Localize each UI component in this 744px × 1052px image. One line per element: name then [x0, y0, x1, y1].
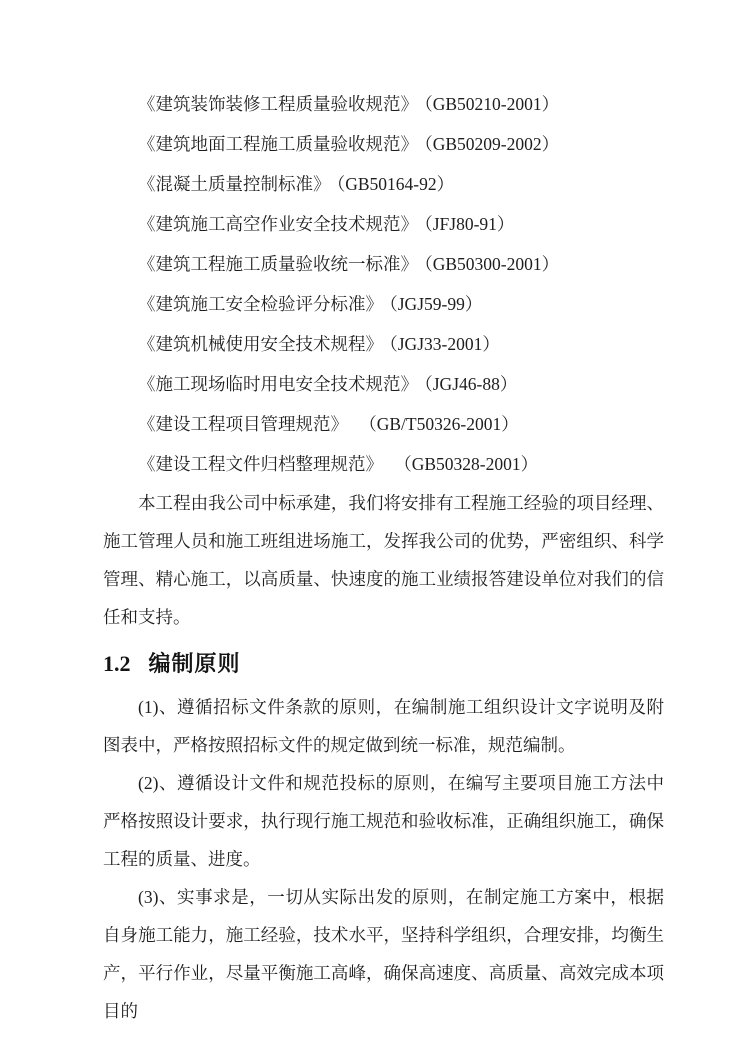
intro-paragraph: 本工程由我公司中标承建，我们将安排有工程施工经验的项目经理、施工管理人员和施工班组进场施工，发挥我公司的优势，严密组织、科学管理、精心施工，以高质量、快速度的施工业绩报答建设单位对我们的信任和支持。: [103, 493, 664, 627]
standard-code: （JFJ80-91）: [424, 214, 515, 234]
standard-item: [103, 204, 664, 244]
standard-code: （JGJ46-88）: [424, 374, 518, 394]
standard-item: [103, 404, 664, 444]
standard-title: 《建设工程文件归档整理规范》: [138, 454, 383, 474]
standard-code: （GB50210-2001）: [424, 94, 560, 114]
standard-code: （GB50164-92）: [336, 174, 455, 194]
standard-code: （JGJ33-2001）: [389, 334, 500, 354]
standard-title: 《建筑装饰装修工程质量验收规范》: [138, 94, 418, 114]
standard-code: （GB/T50326-2001）: [368, 414, 519, 434]
standard-title: 《施工现场临时用电安全技术规范》: [138, 374, 418, 394]
standard-title: 《建筑施工安全检验评分标准》: [138, 294, 383, 314]
standard-code: （GB50300-2001）: [424, 254, 560, 274]
standard-item: [103, 444, 664, 484]
standard-title: 《混凝土质量控制标准》: [138, 174, 331, 194]
section-title: 编制原则: [148, 651, 241, 676]
standards-list: [103, 84, 664, 484]
standard-item: [103, 244, 664, 284]
principle-paragraph-3: (3)、实事求是，一切从实际出发的原则，在制定施工方案中，根据自身施工能力，施工经验，技术水平，坚持科学组织，合理安排，均衡生产，平行作业，尽量平衡施工高峰，确保高速度、高质量、高效完成本项目的: [103, 887, 664, 1021]
standard-title: 《建设工程项目管理规范》: [138, 414, 348, 434]
standard-item: [103, 324, 664, 364]
standard-title: 《建筑机械使用安全技术规程》: [138, 334, 383, 354]
section-number: 1.2: [103, 651, 131, 676]
standard-title: 《建筑地面工程施工质量验收规范》: [138, 134, 418, 154]
standard-title: 《建筑施工高空作业安全技术规范》: [138, 214, 418, 234]
standard-code: （JGJ59-99）: [389, 294, 483, 314]
standard-item: [103, 124, 664, 164]
principle-paragraph-2: (2)、遵循设计文件和规范投标的原则，在编写主要项目施工方法中严格按照设计要求，执行现行施工规范和验收标准，正确组织施工，确保工程的质量、进度。: [103, 773, 664, 869]
section-heading: [103, 646, 664, 682]
standard-title: 《建筑工程施工质量验收统一标准》: [138, 254, 418, 274]
standard-item: [103, 84, 664, 124]
standard-code: （GB50328-2001）: [403, 454, 539, 474]
principle-paragraph-1: (1)、遵循招标文件条款的原则，在编制施工组织设计文字说明及附图表中，严格按照招标文件的规定做到统一标准，规范编制。: [103, 697, 664, 755]
standard-item: [103, 164, 664, 204]
standard-item: [103, 364, 664, 404]
standard-item: [103, 284, 664, 324]
standard-code: （GB50209-2002）: [424, 134, 560, 154]
